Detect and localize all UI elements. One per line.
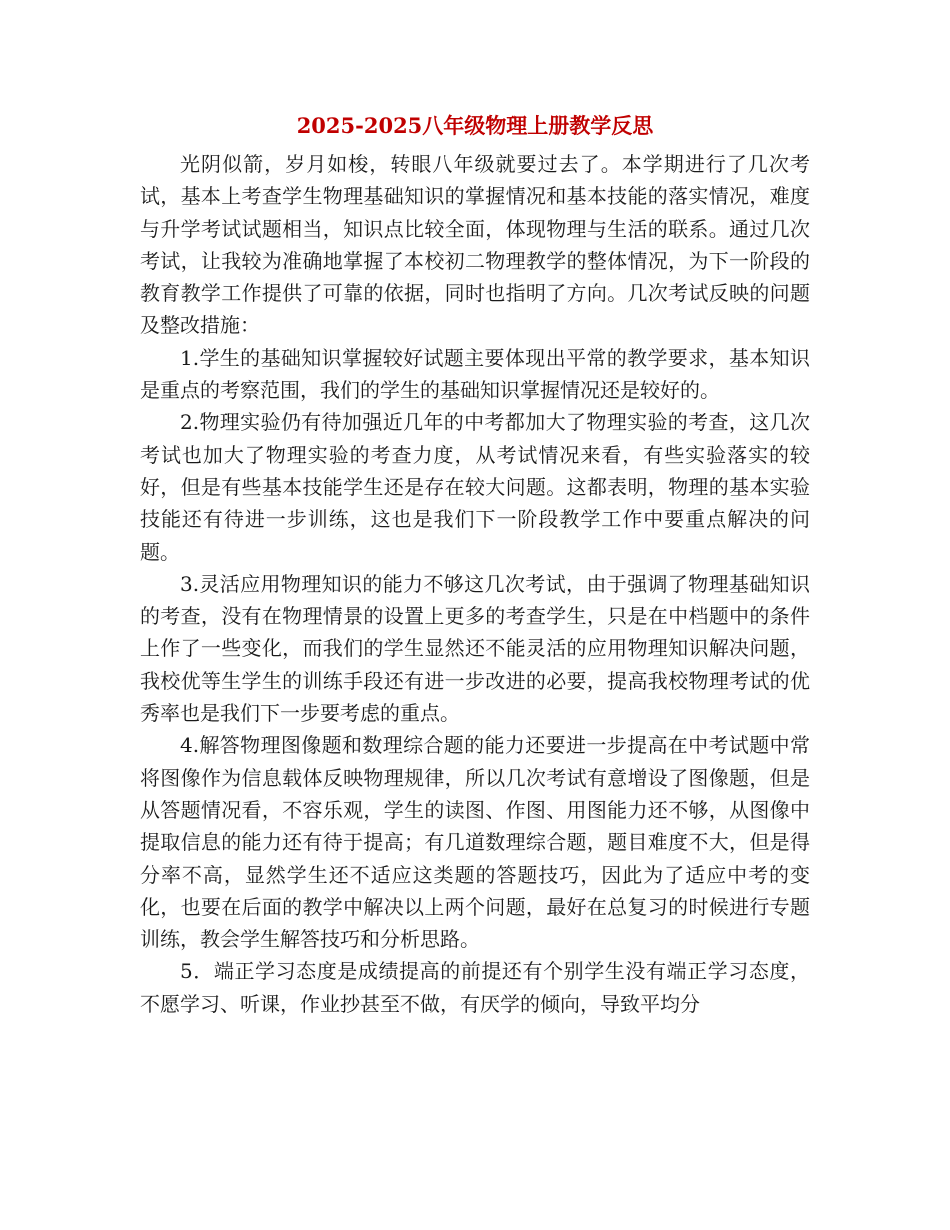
paragraph-point-2: 2.物理实验仍有待加强近几年的中考都加大了物理实验的考查，这几次考试也加大了物理实验的考查力度，从考试情况来看，有些实验落实的较好，但是有些基本技能学生还是存在较大问题。这都表明，物理的基本实验技能还有待进一步训练，这也是我们下一阶段教学工作中要重点解决的问题。 [140,410,810,564]
paragraph-point-1: 1.学生的基础知识掌握较好试题主要体现出平常的教学要求，基本知识是重点的考察范围，我们的学生的基础知识掌握情况还是较好的。 [140,345,810,403]
paragraph-point-4: 4.解答物理图像题和数理综合题的能力还要进一步提高在中考试题中常将图像作为信息载体反映物理规律，所以几次考试有意增设了图像题，但是从答题情况看，不容乐观，学生的读图、作图、用图能力还不够，从图像中提取信息的能力还有待于提高；有几道数理综合题，题目难度不大，但是得分率不高，显然学生还不适应这类题的答题技巧，因此为了适应中考的变化，也要在后面的教学中解决以上两个问题，最好在总复习的时候进行专题训练，教会学生解答技巧和分析思路。 [140,733,810,952]
paragraph-point-5: 5．端正学习态度是成绩提高的前提还有个别学生没有端正学习态度，不愿学习、听课，作业抄甚至不做，有厌学的倾向，导致平均分 [140,959,810,1016]
paragraph-point-3: 3.灵活应用物理知识的能力不够这几次考试，由于强调了物理基础知识的考查，没有在物理情景的设置上更多的考查学生，只是在中档题中的条件上作了一些变化，而我们的学生显然还不能灵活的应用物理知识解决问题，我校优等生学生的训练手段还有进一步改进的必要，提高我校物理考试的优秀率也是我们下一步要考虑的重点。 [140,571,810,726]
paragraph-intro: 光阴似箭，岁月如梭，转眼八年级就要过去了。本学期进行了几次考试，基本上考查学生物理基础知识的掌握情况和基本技能的落实情况，难度与升学考试试题相当，知识点比较全面，体现物理与生活的联系。通过几次考试，让我较为准确地掌握了本校初二物理教学的整体情况，为下一阶段的教育教学工作提供了可靠的依据，同时也指明了方向。几次考试反映的问题及整改措施： [140,152,810,338]
document-title: 2025-2025八年级物理上册教学反思 [296,113,654,138]
document-page [140,106,810,1020]
